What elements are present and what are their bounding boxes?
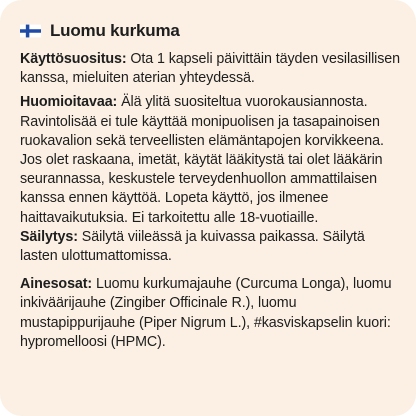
label-content <box>20 50 404 352</box>
card-header <box>20 17 180 45</box>
storage-label: Säilytys: <box>20 228 78 245</box>
ingredients-text: Luomu kurkumajauhe (Curcuma Longa), luomu inkiväärijauhe (Zingiber Officinale R.), luomu mustapippurijauhe (Piper Nigrum L.), #kasviskapselin kuori: hypromelloosi (HPMC). <box>20 276 392 350</box>
usage-label: Käyttösuositus: <box>20 51 127 67</box>
usage-section <box>20 50 404 88</box>
warnings-label: Huomioitavaa: <box>20 94 118 111</box>
usage-text: Ota 1 kapseli päivittäin täyden vesilasillisen kanssa, mieluiten aterian yhteydessä. <box>20 51 400 87</box>
ingredients-label: Ainesosat: <box>20 276 93 293</box>
storage-section <box>20 228 404 266</box>
storage-text: Säilytä viileässä ja kuivassa paikassa. Säilytä lasten ulottumattomissa. <box>20 228 365 265</box>
finland-flag-icon <box>20 24 41 38</box>
ingredients-section <box>20 275 404 352</box>
warnings-text: Älä ylitä suositeltua vuorokausiannosta. Ravintolisää ei tule käyttää monipuolisen ja tasapainoisen ruokavalion sekä terveellisten elämäntapojen korvikkeena. Jos olet raskaana, imetät, käytät lääkitystä tai olet lääkärin seurannassa, keskustele terveydenhuollon ammattilaisen kanssa ennen käyttöä. Lopeta käyttö, jos ilmenee haittavaikutuksia. Ei tarkoitettu alle 18-vuotiaille. <box>20 94 384 226</box>
warnings-section <box>20 93 404 227</box>
product-title: Luomu kurkuma <box>50 21 180 40</box>
